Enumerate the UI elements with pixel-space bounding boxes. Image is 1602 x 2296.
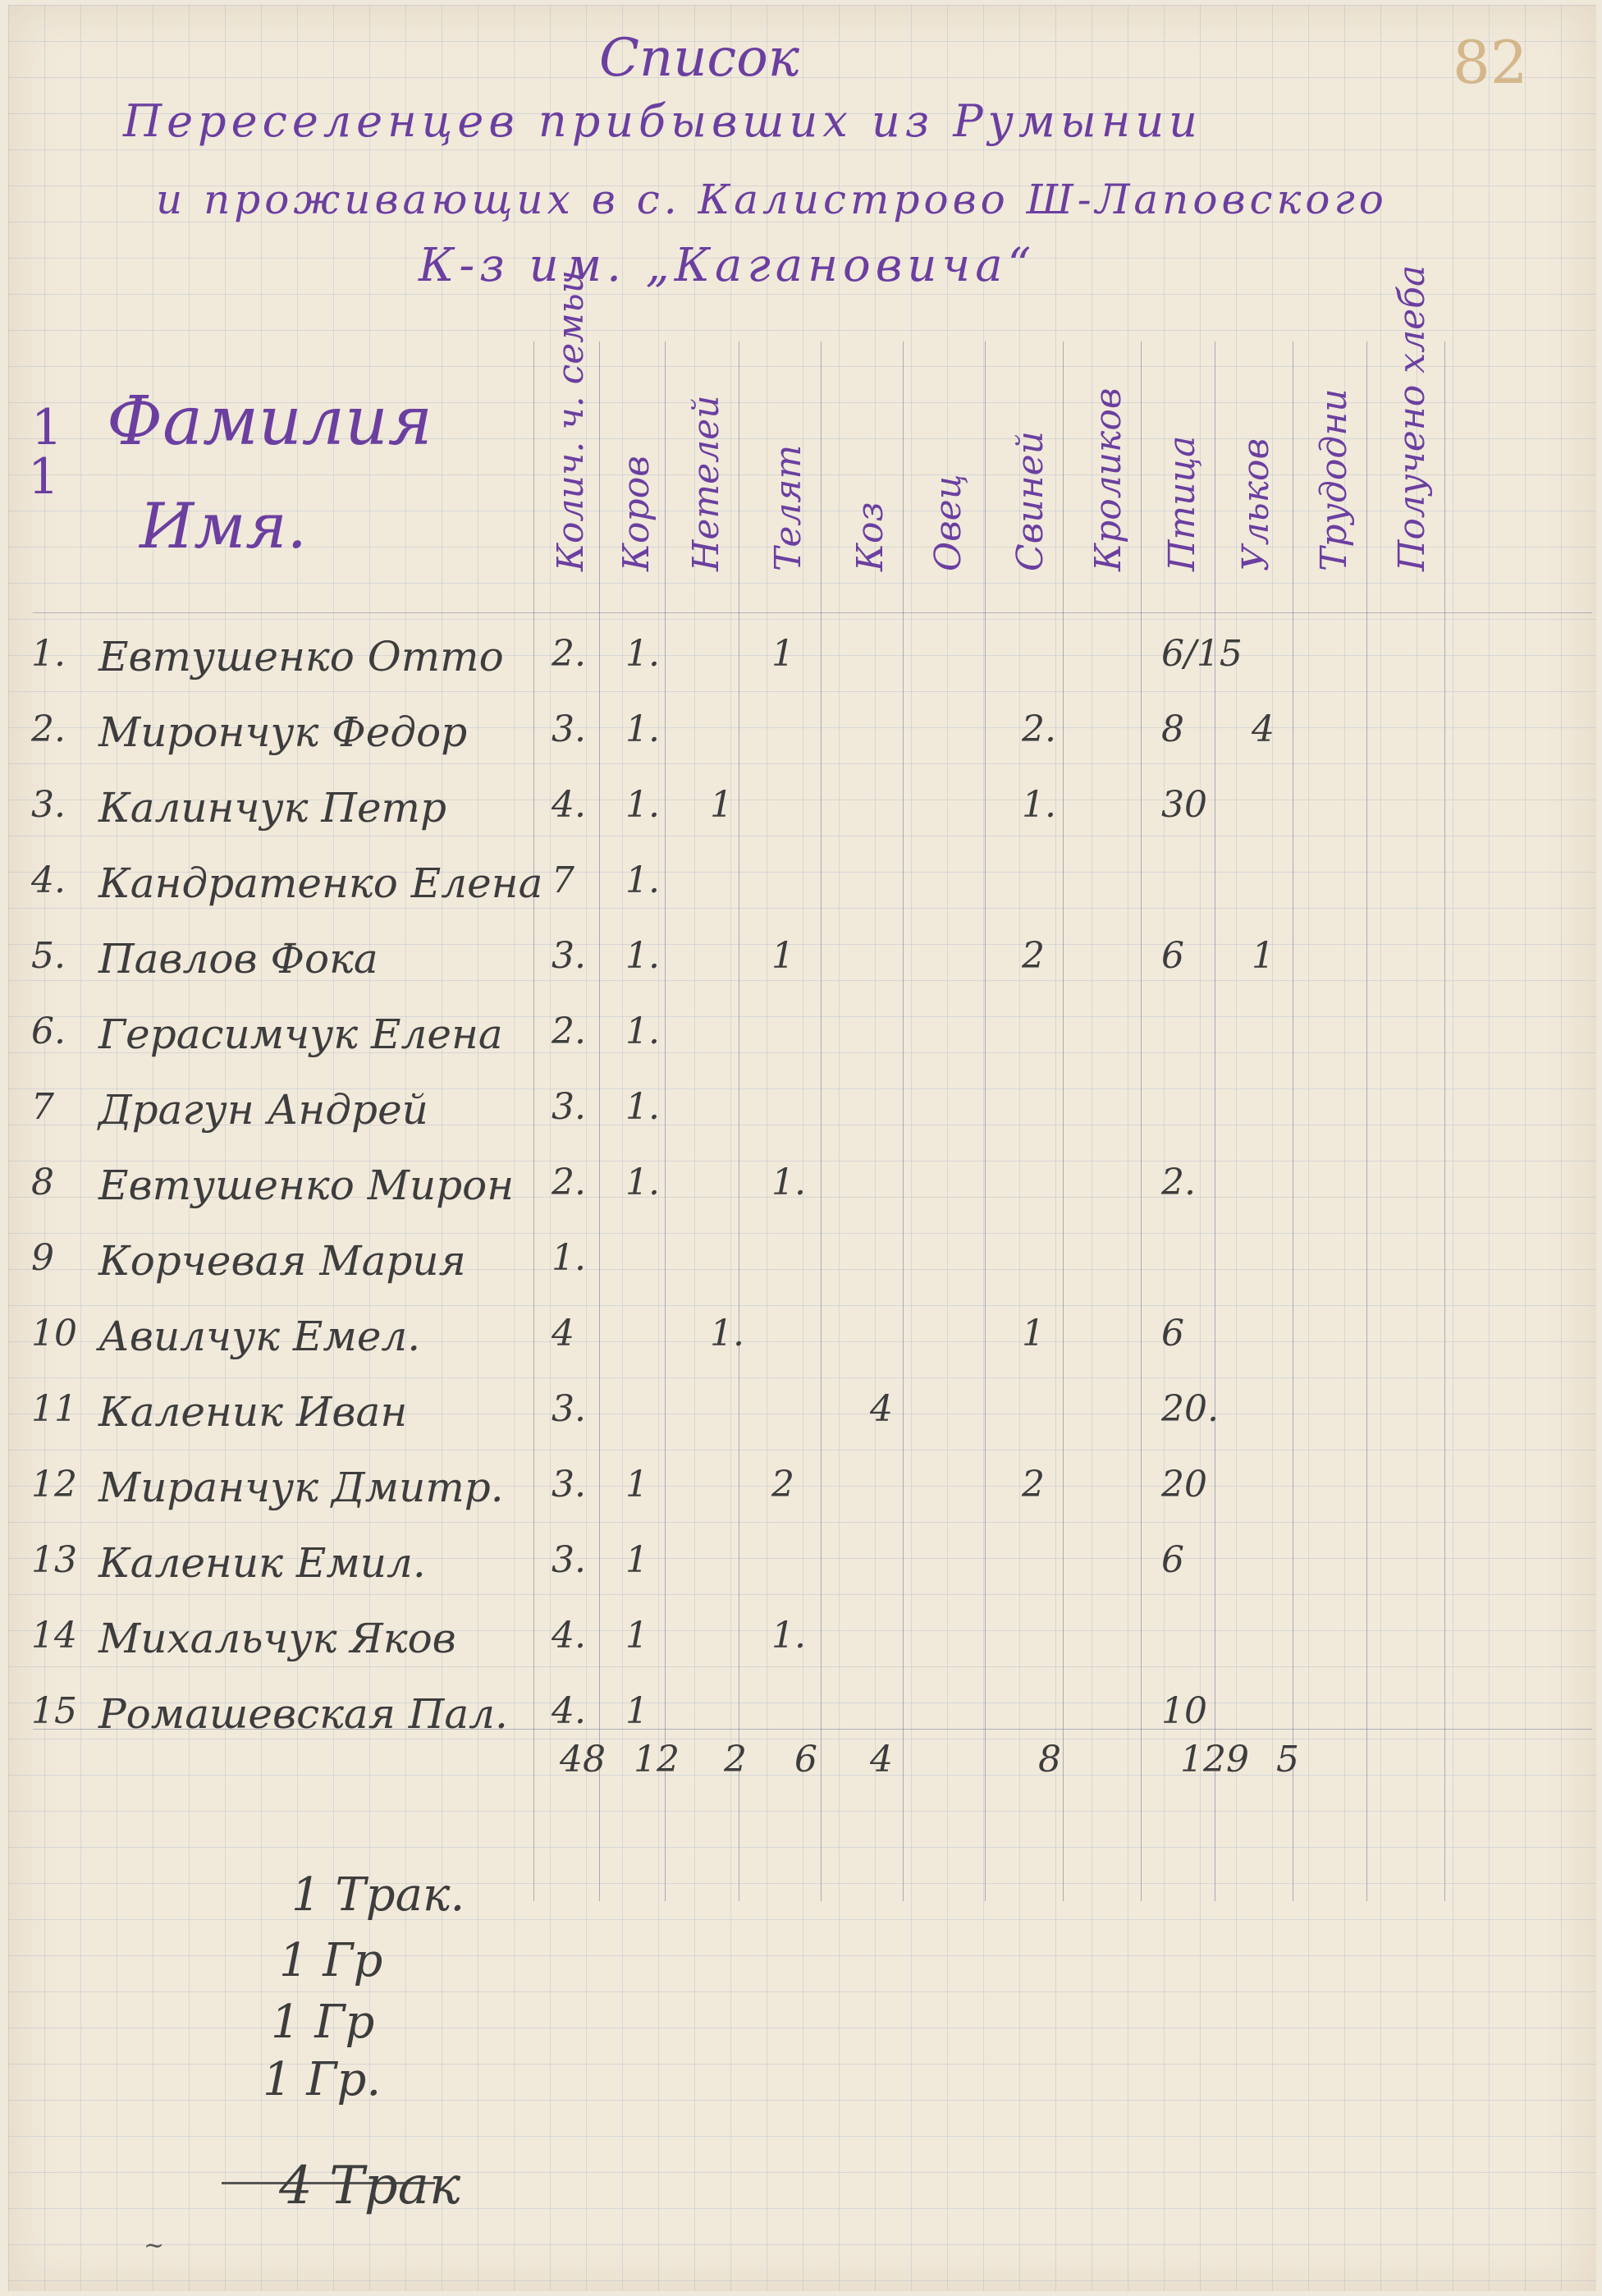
header-rule [33,612,1592,613]
row-number: 15 [31,1690,77,1732]
row-family: 3. [552,1388,586,1430]
document-title: Список [599,28,799,89]
total-pigs: 8 [1038,1739,1061,1780]
row-number: 6. [31,1011,66,1052]
column-header-workdays: Трудодни [1313,388,1355,571]
row-name: Калинчук Петр [98,784,446,832]
row-name: Каленик Иван [98,1388,408,1436]
header-mark: 1 [31,399,63,456]
row-goats: 4 [870,1388,893,1430]
row-calves: 2 [771,1464,794,1505]
column-header-pigs: Свиней [1009,431,1051,571]
column-header-heifers: Нетелей [685,395,727,571]
row-family: 4 [552,1313,574,1354]
row-name: Драгун Андрей [98,1086,428,1134]
row-name: Кандратенко Елена [98,859,543,907]
row-number: 3. [31,784,66,826]
column-divider [1444,341,1445,1901]
row-name: Герасимчук Елена [98,1011,503,1058]
row-number: 12 [31,1464,77,1505]
row-poultry: 6 [1161,1313,1184,1354]
row-heifers: 1. [710,1313,744,1354]
row-number: 5. [31,935,66,977]
row-number: 9 [31,1237,54,1279]
notes-mark: ~ [144,2231,165,2260]
row-cows: 1 [625,1464,648,1505]
column-divider [985,341,986,1901]
row-cows: 1 [625,1539,648,1581]
row-name: Ромашевская Пал. [98,1690,508,1738]
row-family: 3. [552,1086,586,1128]
row-calves: 1. [771,1615,806,1657]
row-calves: 1. [771,1162,806,1203]
row-cows: 1. [625,1086,660,1128]
row-family: 3. [552,1464,586,1505]
row-name: Авилчук Емел. [98,1313,421,1360]
row-family: 2. [552,633,586,675]
row-calves: 1 [771,935,794,977]
note-line-3: 1 Гр [271,1996,375,2049]
row-family: 3. [552,1539,586,1581]
header-mark: 1 [28,448,60,506]
column-header-name: Имя. [140,489,307,562]
row-cows: 1. [625,784,660,826]
column-header-goats: Коз [849,502,891,571]
row-pigs: 1 [1022,1313,1045,1354]
column-header-sheep: Овец [927,474,969,571]
row-cows: 1. [625,859,660,901]
row-cows: 1. [625,1011,660,1052]
row-number: 11 [31,1388,77,1430]
row-cows: 1. [625,633,660,675]
subtitle-line-2: и проживающих в с. Калистрово Ш-Лаповского [156,176,1388,223]
row-family: 4. [552,1690,586,1732]
row-number: 7 [31,1086,54,1128]
row-name: Каленик Емил. [98,1539,426,1587]
column-divider [533,341,534,1901]
row-name: Павлов Фока [98,935,378,983]
subtitle-line-1: Переселенцев прибывших из Румынии [123,95,1202,147]
row-number: 1. [31,633,66,675]
row-number: 13 [31,1539,77,1581]
row-number: 2. [31,708,66,750]
column-header-poultry: Птица [1161,435,1203,571]
column-divider [1063,341,1064,1901]
column-divider [1141,341,1142,1901]
column-divider [599,341,600,1901]
row-family: 3. [552,708,586,750]
row-pigs: 2 [1022,935,1045,977]
row-cows: 1. [625,708,660,750]
column-header-cows: Коров [616,456,657,571]
total-family: 48 [560,1739,606,1780]
total-heifers: 2 [724,1739,747,1780]
row-poultry: 20 [1161,1464,1207,1505]
row-pigs: 1. [1022,784,1056,826]
row-number: 10 [31,1313,77,1354]
column-header-surname: Фамилия [107,383,433,461]
page-number: 82 [1453,28,1528,97]
column-divider [665,341,666,1901]
note-line-4: 1 Гр. [263,2053,382,2106]
row-name: Корчевая Мария [98,1237,466,1285]
row-heifers: 1 [710,784,733,826]
row-cows: 1. [625,935,660,977]
document-sheet [8,5,1596,2291]
row-poultry: 10 [1161,1690,1207,1732]
row-family: 2. [552,1162,586,1203]
total-hives: 5 [1276,1739,1299,1780]
column-header-bread: Получено хлеба [1391,264,1433,571]
row-cows: 1. [625,1162,660,1203]
row-family: 3. [552,935,586,977]
column-header-calves: Телят [767,444,809,571]
row-family: 7 [552,859,574,901]
total-goats: 4 [870,1739,893,1780]
row-hives: 4 [1252,708,1275,750]
row-poultry: 6/15 [1161,633,1243,675]
row-cows: 1 [625,1615,648,1657]
row-poultry: 2. [1161,1162,1196,1203]
column-divider [903,341,904,1901]
note-line-2: 1 Гр [279,1934,383,1987]
row-name: Миранчук Дмитр. [98,1464,504,1511]
row-name: Мирончук Федор [98,708,468,756]
row-number: 4. [31,859,66,901]
subtitle-line-3: К-з им. „Кагановича“ [419,239,1037,292]
row-poultry: 20. [1161,1388,1219,1430]
column-header-rabbits: Кроликов [1087,387,1129,571]
row-family: 2. [552,1011,586,1052]
row-poultry: 8 [1161,708,1184,750]
row-family: 4. [552,1615,586,1657]
row-name: Евтушенко Мирон [98,1162,515,1209]
row-number: 14 [31,1615,77,1657]
total-calves: 6 [794,1739,817,1780]
column-header-hives: Ульков [1235,438,1277,571]
row-poultry: 6 [1161,935,1184,977]
column-divider [821,341,822,1901]
note-line-1: 1 Трак. [291,1868,465,1922]
row-family: 4. [552,784,586,826]
row-pigs: 2 [1022,1464,1045,1505]
row-poultry: 30 [1161,784,1207,826]
column-header-family: Колич. ч. семьи [550,269,592,571]
row-number: 8 [31,1162,54,1203]
row-pigs: 2. [1022,708,1056,750]
total-cows: 12 [634,1739,680,1780]
row-family: 1. [552,1237,586,1279]
column-divider [1366,341,1367,1901]
row-name: Михальчук Яков [98,1615,456,1662]
notes-total: 4 Трак [279,2156,461,2216]
row-hives: 1 [1252,935,1275,977]
row-calves: 1 [771,633,794,675]
total-poultry: 129 [1180,1739,1249,1780]
row-cows: 1 [625,1690,648,1732]
row-name: Евтушенко Отто [98,633,504,681]
row-poultry: 6 [1161,1539,1184,1581]
